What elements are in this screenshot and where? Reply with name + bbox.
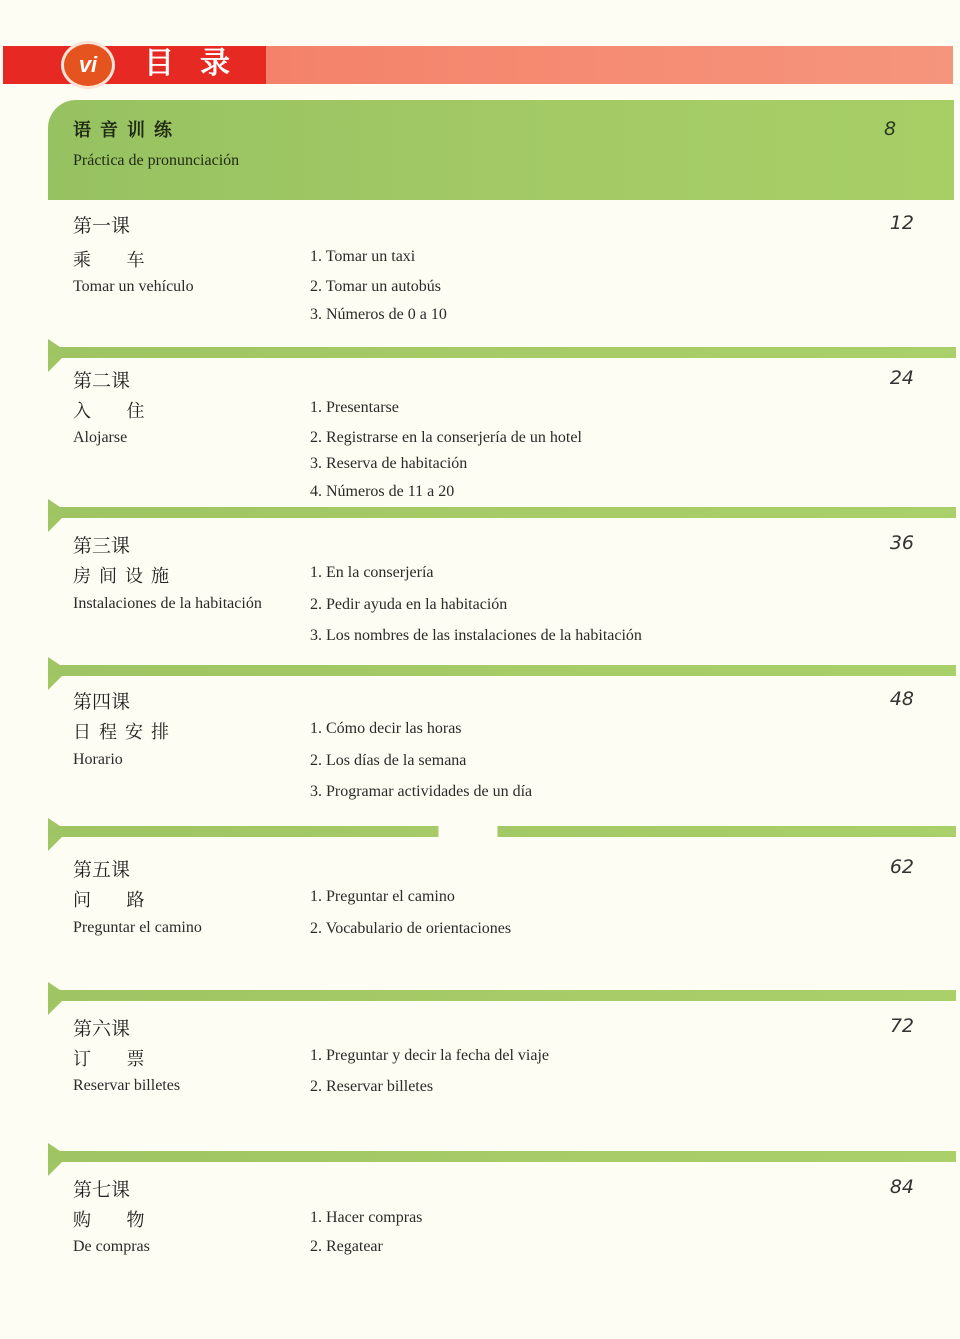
topic-item: 2. Regatear [310, 1238, 383, 1255]
lesson-6-page: 72 [889, 1015, 914, 1037]
lesson-6-title-es: Reservar billetes [73, 1077, 181, 1094]
lesson-5-title-zh: 问 路 [73, 890, 153, 911]
page-number-badge [61, 41, 115, 89]
section-divider [48, 347, 956, 358]
lesson-1-title-es: Tomar un vehículo [73, 278, 194, 295]
topic-item: 2. Los días de la semana [310, 752, 467, 769]
topic-item: 3. Reserva de habitación [310, 455, 468, 472]
topic-item: 2. Tomar un autobús [310, 278, 442, 295]
topic-item: 1. Hacer compras [310, 1209, 423, 1226]
lesson-2-title-es: Alojarse [73, 429, 128, 446]
lesson-6-title-zh: 订 票 [73, 1049, 153, 1070]
intro-title-es: Práctica de pronunciación [73, 152, 240, 169]
topic-item: 1. En la conserjería [310, 564, 434, 581]
topic-item: 3. Programar actividades de un día [310, 783, 533, 800]
lesson-5-title-es: Preguntar el camino [73, 919, 202, 936]
section-divider [48, 1151, 956, 1162]
lesson-4-page: 48 [889, 688, 914, 710]
topic-item: 1. Cómo decir las horas [310, 720, 462, 737]
section-divider [48, 826, 956, 837]
lesson-7-number: 第七课 [73, 1179, 131, 1201]
lesson-2-number: 第二课 [73, 370, 131, 392]
intro-section-background [48, 100, 954, 200]
topic-item: 1. Presentarse [310, 399, 399, 416]
lesson-5-number: 第五课 [73, 859, 131, 881]
topic-item: 4. Números de 11 a 20 [310, 483, 455, 500]
topic-item: 1. Tomar un taxi [310, 248, 416, 265]
topic-item: 3. Los nombres de las instalaciones de la habitación [310, 627, 642, 644]
lesson-3-title-es: Instalaciones de la habitación [73, 595, 262, 612]
lesson-2-page: 24 [889, 367, 914, 389]
lesson-4-title-es: Horario [73, 751, 123, 768]
topic-item: 1. Preguntar el camino [310, 888, 455, 905]
lesson-1-page: 12 [889, 212, 914, 234]
section-divider [48, 665, 956, 676]
lesson-1-number: 第一课 [73, 215, 131, 237]
lesson-7-title-es: De compras [73, 1238, 150, 1255]
topic-item: 2. Registrarse en la conserjería de un hotel [310, 429, 582, 446]
intro-title-zh: 语音训练 [73, 120, 181, 141]
section-divider [48, 990, 956, 1001]
section-divider [48, 507, 956, 518]
lesson-7-page: 84 [889, 1176, 914, 1198]
topic-item: 2. Pedir ayuda en la habitación [310, 596, 508, 613]
intro-page-number: 8 [884, 118, 897, 140]
topic-item: 2. Vocabulario de orientaciones [310, 920, 512, 937]
lesson-5-page: 62 [889, 856, 914, 878]
page-roman-numeral: vi [78, 52, 98, 77]
lesson-3-number: 第三课 [73, 535, 131, 557]
lesson-4-title-zh: 日程安排 [73, 722, 177, 743]
lesson-3-page: 36 [889, 532, 914, 554]
topic-item: 1. Preguntar y decir la fecha del viaje [310, 1047, 549, 1064]
topic-item: 3. Números de 0 a 10 [310, 306, 447, 323]
lesson-4-number: 第四课 [73, 691, 131, 713]
topic-item: 2. Reservar billetes [310, 1078, 434, 1095]
lesson-3-title-zh: 房间设施 [73, 566, 177, 587]
page-title: 目录 [144, 46, 256, 81]
lesson-1-title-zh: 乘 车 [73, 250, 153, 271]
lesson-6-number: 第六课 [73, 1018, 131, 1040]
lesson-7-title-zh: 购 物 [73, 1210, 153, 1231]
lesson-2-title-zh: 入 住 [73, 401, 153, 422]
